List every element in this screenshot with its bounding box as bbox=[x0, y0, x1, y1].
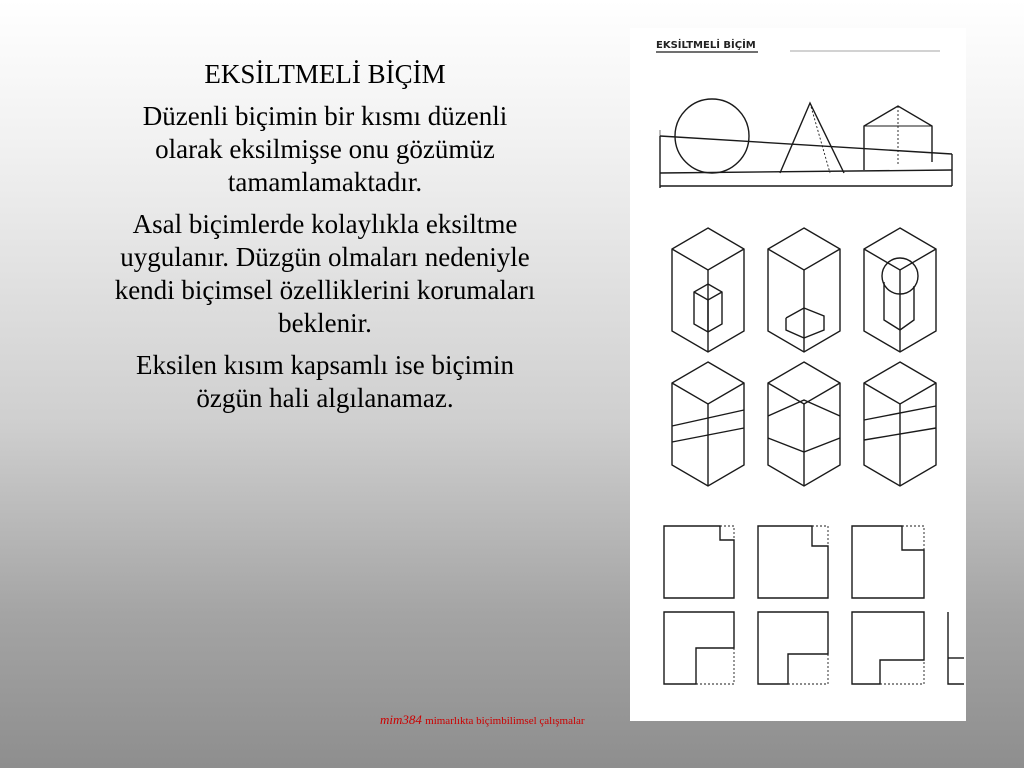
cube-6 bbox=[864, 362, 936, 486]
figure-panel bbox=[630, 28, 966, 721]
footer-subtitle: mimarlıkta biçimbilimsel çalışmalar bbox=[425, 715, 585, 727]
paragraph-3: Eksilen kısım kapsamlı ise biçimin özgün hali algılanamaz. bbox=[136, 350, 514, 413]
strip-top-diagonal bbox=[660, 136, 952, 154]
row1-primitive-shapes bbox=[660, 99, 952, 188]
triangle-shape bbox=[780, 103, 844, 173]
row5-l-shapes bbox=[664, 612, 964, 684]
slide-text bbox=[110, 58, 540, 424]
l-shape-2 bbox=[758, 612, 828, 684]
figure-drawing bbox=[630, 28, 966, 721]
cube-3 bbox=[864, 228, 936, 352]
square-notch-3 bbox=[852, 526, 924, 598]
cube-2 bbox=[768, 228, 840, 352]
footer-course: mim384 bbox=[380, 712, 422, 727]
footer bbox=[380, 712, 585, 728]
cube-4 bbox=[672, 362, 744, 486]
row2-cubes-cutout bbox=[672, 228, 936, 352]
paragraph-2: Asal biçimlerde kolaylıkla eksiltme uygulanır. Düzgün olmaları nedeniyle kendi biçimsel özelliklerini korumaları beklenir. bbox=[114, 209, 536, 338]
row4-notched-squares bbox=[664, 526, 924, 598]
slide-title: EKSİLTMELİ BİÇİM bbox=[204, 59, 446, 89]
square-notch-2 bbox=[758, 526, 828, 598]
square-notch-1 bbox=[664, 526, 734, 598]
l-shape-3 bbox=[852, 612, 924, 684]
cube-5 bbox=[768, 362, 840, 486]
paragraph-1: Düzenli biçimin bir kısmı düzenli olarak eksilmişse onu gözümüz tamamlamaktadır. bbox=[142, 101, 508, 197]
figure-caption: EKSİLTMELİ BİÇİM bbox=[656, 40, 756, 51]
l-shape-1 bbox=[664, 612, 734, 684]
circle-shape bbox=[675, 99, 749, 173]
cube-1 bbox=[672, 228, 744, 352]
row3-cubes-sliced bbox=[672, 362, 936, 486]
l-shape-4-partial bbox=[948, 612, 964, 684]
